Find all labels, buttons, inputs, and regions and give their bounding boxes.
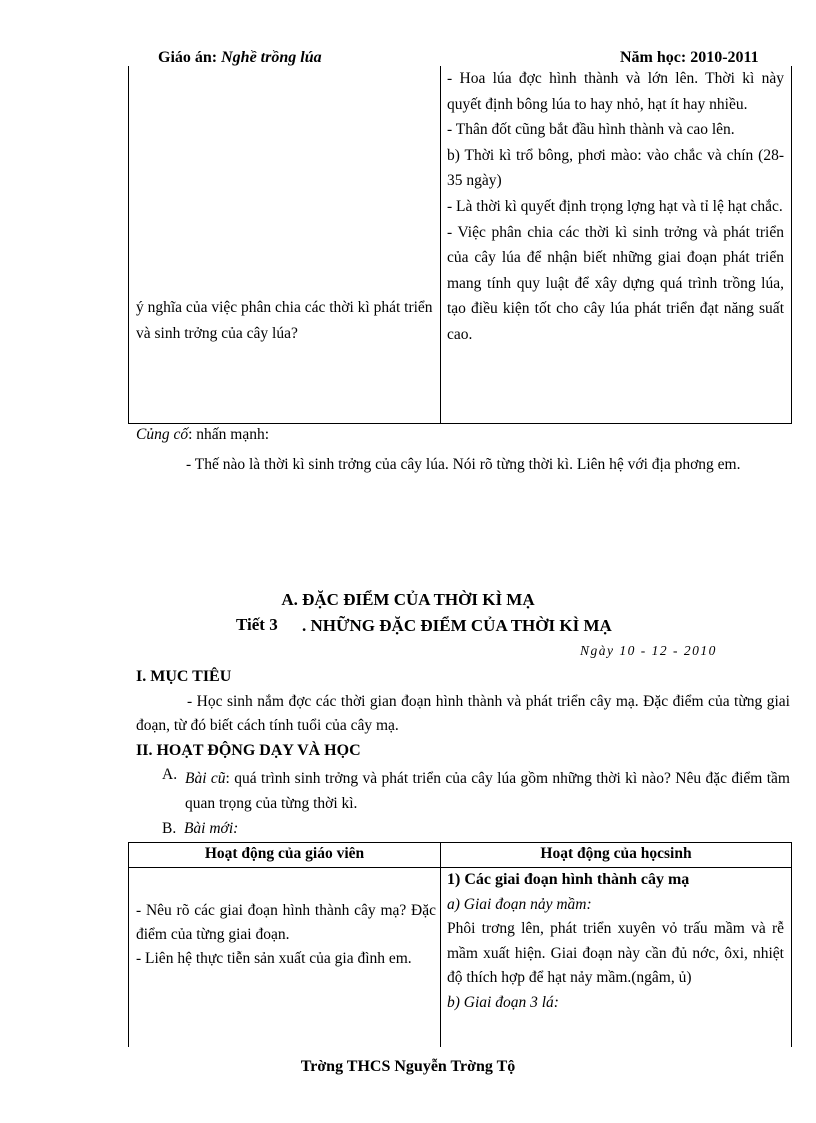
top-table-left-cell xyxy=(136,295,436,346)
top-table-row: - Hoa lúa đợc hình thành và lớn lên. Thời kì này quyết định bông lúa to hay nhỏ, hạt ít hay nhiều. xyxy=(447,70,784,113)
cungco-heading xyxy=(136,426,269,444)
student-activity-heading: 1) Các giai đoạn hình thành cây mạ xyxy=(447,871,690,888)
new-lesson-line xyxy=(162,820,238,838)
teacher-activity-cell xyxy=(136,899,436,971)
header-subject: Nghề trồng lúa xyxy=(221,49,322,66)
top-table-question: ý nghĩa của việc phân chia các thời kì phát triển và sinh trởng của cây lúa? xyxy=(136,299,433,342)
top-table-row: b) Thời kì trổ bông, phơi mào: vào chắc và chín (28-35 ngày) xyxy=(447,146,784,190)
old-lesson-text xyxy=(185,766,790,816)
column-header-student: Hoạt động của họcsinh xyxy=(540,845,692,862)
bottom-table-left-border xyxy=(128,842,129,1047)
student-activity-text: Phôi trơng lên, phát triển xuyên vỏ trấu mầm và rễ mầm xuất hiện. Giai đoạn này cần đủ nớc, ôxi, nhiệt độ thích hợp để hạt nảy mầm.(ngâm, ủ) xyxy=(447,920,784,986)
cungco-label: Củng cố xyxy=(136,426,189,443)
top-table-left-border xyxy=(128,66,129,424)
column-header-teacher: Hoạt động của giáo viên xyxy=(204,845,365,862)
top-table-row: - Thân đốt cũng bắt đầu hình thành và cao lên. xyxy=(447,121,735,139)
bottom-table-middle-border xyxy=(440,842,441,1047)
bottom-table-right-border xyxy=(791,842,792,1047)
objectives-heading: I. MỤC TIÊU xyxy=(136,668,232,685)
lesson-date: Ngày 10 - 12 - 2010 xyxy=(580,643,717,658)
bottom-table-top-border xyxy=(128,842,792,843)
header-school-year: Năm học: 2010-2011 xyxy=(620,49,759,66)
footer-school-name: Trờng THCS Nguyễn Trờng Tộ xyxy=(300,1058,516,1075)
header-label: Giáo án: xyxy=(158,49,222,66)
header-lesson-plan xyxy=(158,49,322,67)
section-title: A. ĐẶC ĐIỂM CỦA THỜI KÌ MẠ xyxy=(281,590,535,609)
top-table-right-border xyxy=(791,66,792,424)
old-lesson-title: Bài cũ xyxy=(185,770,226,787)
student-activity-cell xyxy=(447,868,784,1015)
student-activity-subheading: a) Giai đoạn nảy mầm: xyxy=(447,895,592,913)
top-table-middle-border xyxy=(440,66,441,424)
old-lesson-marker: A. xyxy=(162,766,178,783)
activities-heading: II. HOẠT ĐỘNG DẠY VÀ HỌC xyxy=(136,742,361,759)
top-table-bottom-border xyxy=(128,423,792,424)
teacher-activity-line: - Liên hệ thực tiễn sản xuất của gia đình em. xyxy=(136,950,412,967)
old-lesson-content: : quá trình sinh trởng và phát triển của cây lúa gồm những thời kì nào? Nêu đặc điểm tầm quan trọng của từng thời kì. xyxy=(185,770,790,812)
lesson-number: Tiết 3 xyxy=(236,615,278,634)
lesson-title: . NHỮNG ĐẶC ĐIỂM CỦA THỜI KÌ MẠ xyxy=(302,616,612,635)
top-table-row: - Là thời kì quyết định trọng lợng hạt và tỉ lệ hạt chắc. xyxy=(447,197,783,215)
new-lesson-title: Bài mới: xyxy=(183,820,239,837)
top-table-row: - Việc phân chia các thời kì sinh trởng và phát triển của cây lúa để nhận biết những giai đoạn phát triển mang tính quy luật để xây dựng quá trình trồng lúa, tạo điều kiện tốt cho cây lúa phát triển đạt năng suất cao. xyxy=(447,223,784,343)
top-table-right-cell xyxy=(447,66,784,348)
objectives-text: - Học sinh nắm đợc các thời gian đoạn hình thành và phát triển cây mạ. Đặc điểm của từng giai đoạn, từ đó biết cách tính tuổi của cây mạ. xyxy=(136,693,790,734)
new-lesson-marker: B. xyxy=(162,820,177,837)
cungco-content: - Thế nào là thời kì sinh trởng của cây lúa. Nói rõ từng thời kì. Liên hệ với địa phơng em. xyxy=(186,456,741,473)
cungco-text: : nhấn mạnh: xyxy=(188,426,270,443)
teacher-activity-line: - Nêu rõ các giai đoạn hình thành cây mạ? Đặc điểm của từng giai đoạn. xyxy=(136,902,436,943)
student-activity-subheading: b) Giai đoạn 3 lá: xyxy=(447,993,559,1011)
